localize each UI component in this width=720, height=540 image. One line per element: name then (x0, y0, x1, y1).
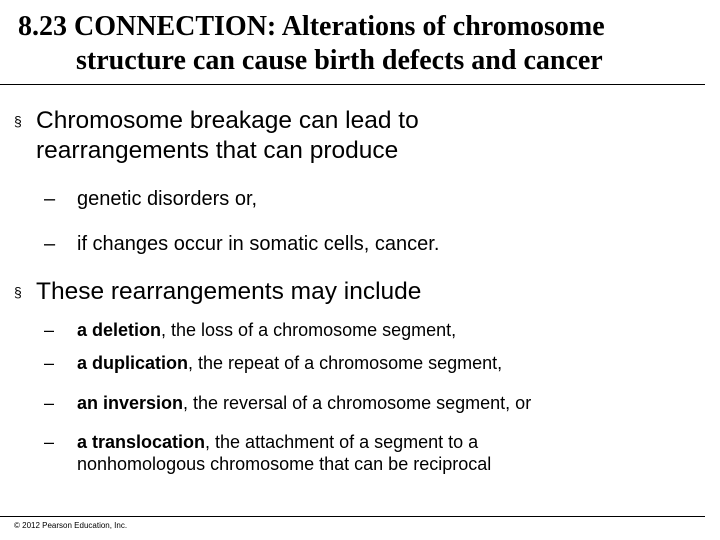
definition-inversion: , the reversal of a chromosome segment, or (183, 393, 532, 413)
dash-marker: – (44, 393, 55, 413)
term-deletion: a deletion (77, 320, 162, 340)
title-divider (0, 84, 705, 85)
term-duplication: a duplication (77, 353, 189, 373)
dash-marker: – (44, 320, 55, 340)
bullet-chromosome-breakage (14, 106, 494, 166)
bullet-marker-icon (14, 115, 23, 126)
dash-marker: – (44, 353, 55, 373)
sub-item-translocation (44, 431, 519, 475)
dash-marker: – (44, 188, 56, 210)
definition-translocation: , the attachment of a segment to a nonhomologous chromosome that can be reciprocal (77, 432, 492, 474)
sub-item-duplication (44, 352, 684, 374)
term-translocation: a translocation (77, 432, 206, 452)
bullet-text: Chromosome breakage can lead to rearrangements that can produce (36, 107, 419, 164)
sub-item-cancer (44, 232, 439, 256)
definition-duplication: , the repeat of a chromosome segment, (188, 353, 503, 373)
footer-divider (0, 516, 705, 517)
bullet-rearrangements (14, 277, 694, 307)
sub-item-text: genetic disorders or, (77, 188, 258, 210)
sub-item-text: if changes occur in somatic cells, cancer. (77, 233, 440, 255)
sub-item-inversion (44, 392, 684, 414)
sub-item-deletion (44, 319, 684, 341)
bullet-text: These rearrangements may include (36, 278, 422, 305)
copyright-footer: © 2012 Pearson Education, Inc. (14, 521, 128, 530)
dash-marker: – (44, 432, 55, 452)
sub-item-genetic-disorders (44, 187, 257, 211)
slide-title (18, 10, 708, 78)
bullet-marker-icon (14, 286, 23, 297)
title-line-2: structure can cause birth defects and cancer (76, 45, 603, 76)
dash-marker: – (44, 233, 56, 255)
title-line-1: 8.23 CONNECTION: Alterations of chromosome (18, 11, 605, 42)
term-inversion: an inversion (77, 393, 184, 413)
definition-deletion: , the loss of a chromosome segment, (161, 320, 457, 340)
